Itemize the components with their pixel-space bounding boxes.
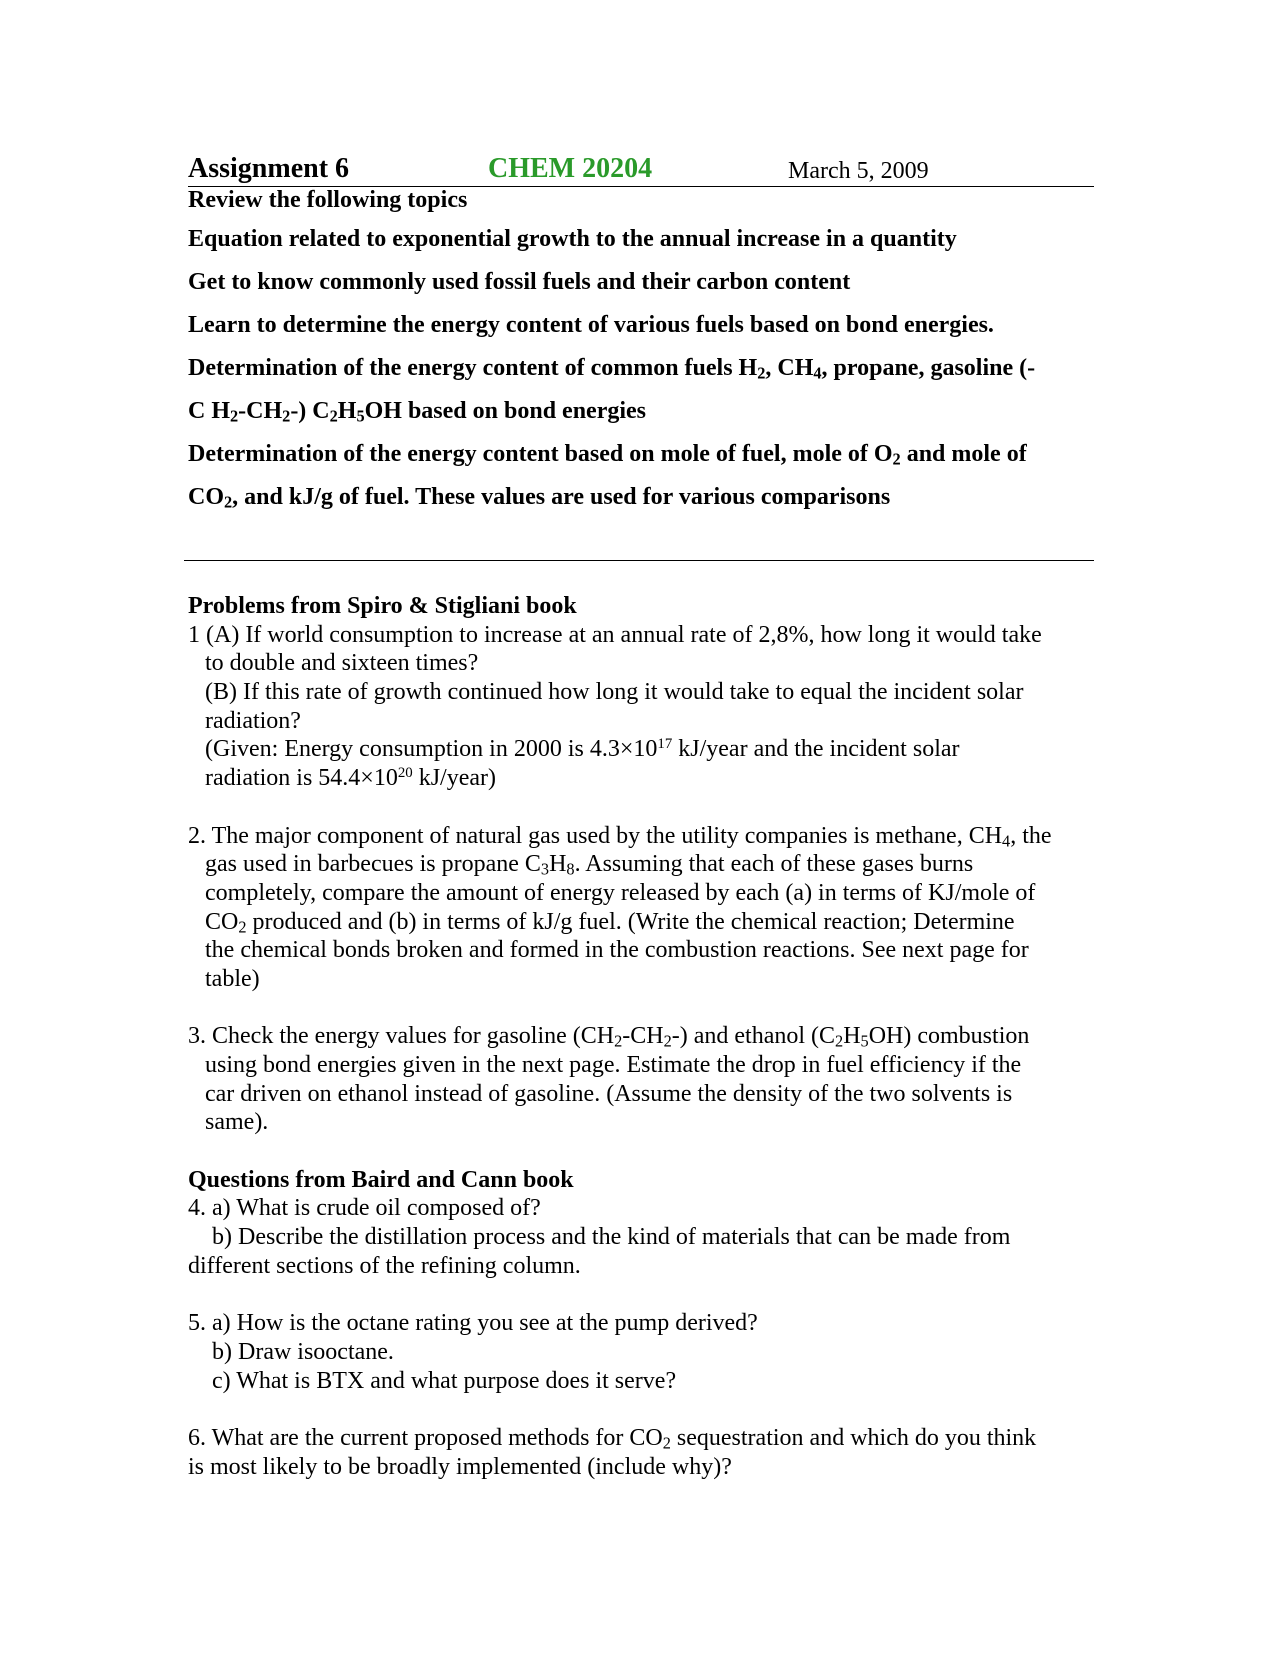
problem-1: 1 (A) If world consumption to increase at an annual rate of 2,8%, how long it would take to double and sixteen times? (B) If this rate of growth continued how long it would take to equal the incident solar radiation? (Given: Energy consumption in 2000 is $4.3\times 10^{17}$ kJ/year and the incident solar radiation is $54.4\times 10^{20}$ kJ/year)	[188, 621, 1042, 792]
section-divider	[184, 560, 1094, 561]
review-topic: C $H_2-CH_2-$) $C_2H_5OH$ based on bond energies	[188, 398, 647, 426]
assignment-date: March 5, 2009	[788, 158, 929, 184]
review-topic: Learn to determine the energy content of various fuels based on bond energies.	[188, 312, 994, 338]
review-topic: Determination of the energy content of common fuels $H_2$, $CH_4$, propane, gasoline (-	[188, 355, 1036, 383]
spiro-heading: Problems from Spiro & Stigliani book	[188, 593, 577, 619]
page-header	[188, 148, 1094, 187]
review-topic: Equation related to exponential growth to the annual increase in a quantity	[188, 226, 957, 252]
baird-heading: Questions from Baird and Cann book	[188, 1166, 574, 1193]
assignment-title: Assignment 6	[188, 153, 350, 184]
question-6: 6. What are the current proposed methods for $CO_2$ sequestration and which do you think is most likely to be broadly implemented (include why)?	[188, 1424, 1037, 1480]
review-topics	[188, 186, 1108, 526]
problem-3: 3. Check the energy values for gasoline $(CH_2-CH_2-)$ and ethanol $(C_2H_5OH)$ combustion using bond energies given in the next page. Estimate the drop in fuel efficiency if the car driven on ethanol instead of gasoline. (Assume the density of the two solvents is same).	[188, 1023, 1030, 1136]
question-4: 4. a) What is crude oil composed of? b) Describe the distillation process and the kind of materials that can be made from different sections of the refining column.	[188, 1195, 1011, 1279]
review-title: Review the following topics	[188, 187, 468, 213]
review-topic: Determination of the energy content based on mole of fuel, mole of $O_2$ and mole of	[188, 441, 1027, 469]
problems-section	[188, 592, 1108, 1481]
review-topic: $CO_2$, and kJ/g of fuel. These values are used for various comparisons	[188, 484, 891, 512]
question-5: 5. a) How is the octane rating you see at the pump derived? b) Draw isooctane. c) What is BTX and what purpose does it serve?	[188, 1310, 758, 1394]
review-topic: Get to know commonly used fossil fuels and their carbon content	[188, 269, 851, 295]
course-code: CHEM 20204	[488, 153, 653, 184]
problem-2: 2. The major component of natural gas used by the utility companies is methane, $CH_4$, the gas used in barbecues is propane $C_3H_8$. Assuming that each of these gases burns completely, compare the amount of energy released by each (a) in terms of KJ/mole of $CO_2$ produced and (b) in terms of kJ/g fuel. (Write the chemical reaction; Determine the chemical bonds broken and formed in the combustion reactions. See next page for table)	[188, 822, 1052, 992]
